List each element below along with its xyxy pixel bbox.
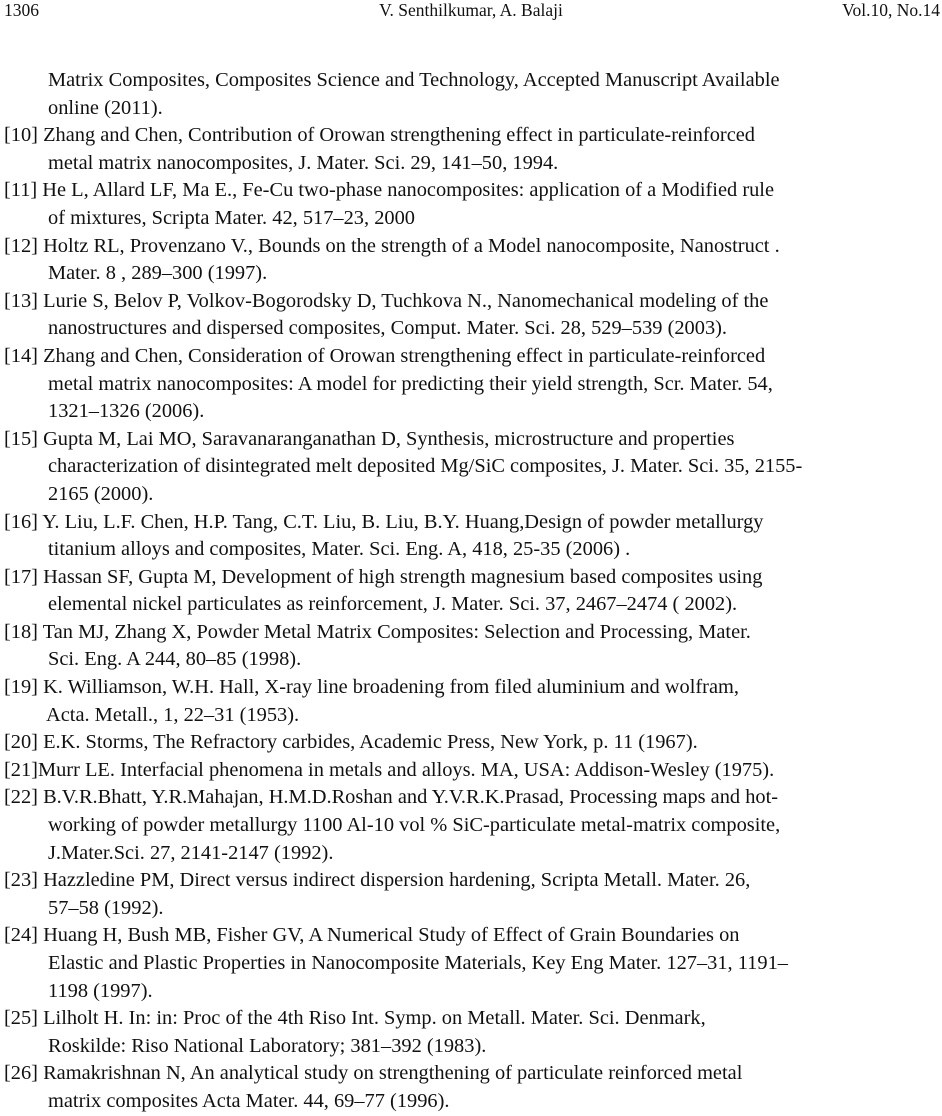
reference-line: elemental nickel particulates as reinforcement, J. Mater. Sci. 37, 2467–2474 ( 2002). xyxy=(48,593,738,616)
reference-line: Roskilde: Riso National Laboratory; 381–392 (1983). xyxy=(48,1034,487,1057)
reference-line: [18] Tan MJ, Zhang X, Powder Metal Matrix Composites: Selection and Processing, Mater. xyxy=(4,620,751,643)
reference-line: online (2011). xyxy=(48,96,163,119)
reference-line: [22] B.V.R.Bhatt, Y.R.Mahajan, H.M.D.Roshan and Y.V.R.K.Prasad, Processing maps and hot- xyxy=(4,786,779,809)
reference-line: [12] Holtz RL, Provenzano V., Bounds on the strength of a Model nanocomposite, Nanostruct . xyxy=(4,234,780,257)
reference-line: Matrix Composites, Composites Science and Technology, Accepted Manuscript Available xyxy=(48,69,780,91)
reference-line: [23] Hazzledine PM, Direct versus indirect dispersion hardening, Scripta Metall. Mater. 26, xyxy=(4,869,751,892)
running-header xyxy=(0,0,942,22)
reference-line: J.Mater.Sci. 27, 2141-2147 (1992). xyxy=(48,841,334,864)
header-authors: V. Senthilkumar, A. Balaji xyxy=(379,0,563,20)
reference-line: [17] Hassan SF, Gupta M, Development of high strength magnesium based composites using xyxy=(4,565,763,588)
reference-line: [25] Lilholt H. In: in: Proc of the 4th Riso Int. Symp. on Metall. Mater. Sci. Denmark, xyxy=(4,1007,706,1030)
page-number: 1306 xyxy=(4,0,39,20)
reference-line: working of powder metallurgy 1100 Al-10 vol % SiC-particulate metal-matrix composite, xyxy=(48,814,781,837)
reference-line: titanium alloys and composites, Mater. Sci. Eng. A, 418, 25-35 (2006) . xyxy=(48,538,631,561)
reference-line: [11] He L, Allard LF, Ma E., Fe-Cu two-phase nanocomposites: application of a Modified rule xyxy=(4,179,775,202)
reference-line: Acta. Metall., 1, 22–31 (1953). xyxy=(46,703,300,726)
reference-line: [24] Huang H, Bush MB, Fisher GV, A Numerical Study of Effect of Grain Boundaries on xyxy=(4,924,740,947)
reference-line: Elastic and Plastic Properties in Nanocomposite Materials, Key Eng Mater. 127–31, 1191– xyxy=(48,952,788,974)
reference-line: Sci. Eng. A 244, 80–85 (1998). xyxy=(48,648,302,671)
reference-line: [21]Murr LE. Interfacial phenomena in metals and alloys. MA, USA: Addison-Wesley (1975). xyxy=(4,758,775,781)
reference-line: [19] K. Williamson, W.H. Hall, X-ray line broadening from filed aluminium and wolfram, xyxy=(4,676,739,699)
reference-line: Mater. 8 , 289–300 (1997). xyxy=(48,262,268,285)
reference-line: metal matrix nanocomposites: A model for predicting their yield strength, Scr. Mater. 54, xyxy=(48,372,773,395)
header-volume: Vol.10, No.14 xyxy=(842,0,940,20)
reference-line: [26] Ramakrishnan N, An analytical study on strengthening of particulate reinforced metal xyxy=(4,1062,743,1085)
reference-list xyxy=(0,67,942,1116)
reference-line: characterization of disintegrated melt deposited Mg/SiC composites, J. Mater. Sci. 35, 2155- xyxy=(48,455,803,478)
reference-line: metal matrix nanocomposites, J. Mater. Sci. 29, 141–50, 1994. xyxy=(48,151,559,174)
reference-line: 57–58 (1992). xyxy=(48,896,164,919)
reference-line: 1321–1326 (2006). xyxy=(48,400,205,423)
reference-line: [16] Y. Liu, L.F. Chen, H.P. Tang, C.T. Liu, B. Liu, B.Y. Huang,Design of powder metallurgy xyxy=(4,510,764,533)
reference-line: [20] E.K. Storms, The Refractory carbides, Academic Press, New York, p. 11 (1967). xyxy=(4,731,698,754)
reference-line: matrix composites Acta Mater. 44, 69–77 (1996). xyxy=(48,1089,450,1112)
reference-line: [10] Zhang and Chen, Contribution of Orowan strengthening effect in particulate-reinforced xyxy=(4,124,755,147)
reference-line: 1198 (1997). xyxy=(48,979,153,1002)
reference-line: of mixtures, Scripta Mater. 42, 517–23, 2000 xyxy=(48,206,415,229)
reference-line: [13] Lurie S, Belov P, Volkov-Bogorodsky D, Tuchkova N., Nanomechanical modeling of the xyxy=(4,289,769,312)
reference-line: 2165 (2000). xyxy=(48,482,154,505)
reference-line: nanostructures and dispersed composites, Comput. Mater. Sci. 28, 529–539 (2003). xyxy=(48,317,728,340)
reference-line: [14] Zhang and Chen, Consideration of Orowan strengthening effect in particulate-reinforced xyxy=(4,344,766,367)
reference-line: [15] Gupta M, Lai MO, Saravanaranganathan D, Synthesis, microstructure and properties xyxy=(4,427,735,450)
